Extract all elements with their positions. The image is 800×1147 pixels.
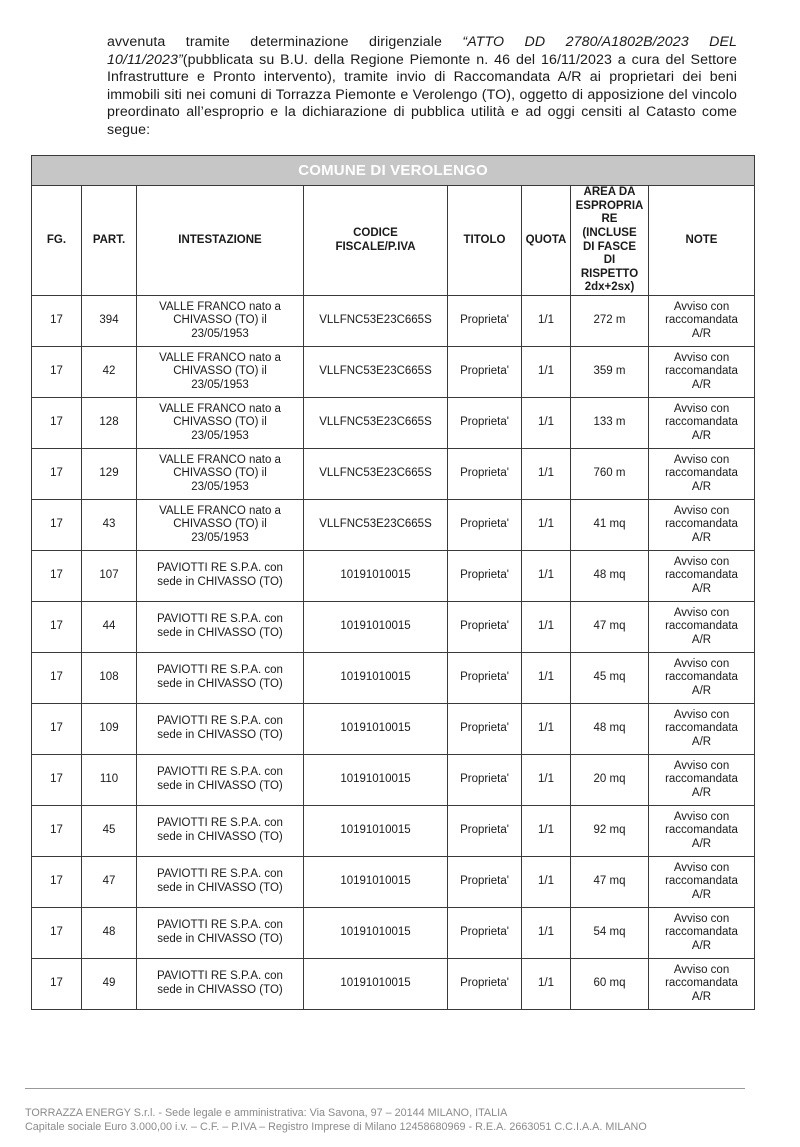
cell-area: 41 mq bbox=[571, 500, 649, 551]
table-row bbox=[32, 347, 755, 398]
cell-fg: 17 bbox=[32, 296, 82, 347]
cell-part: 110 bbox=[82, 755, 137, 806]
header-area-line: DI FASCE bbox=[582, 240, 637, 253]
cell-fg: 17 bbox=[32, 500, 82, 551]
intro-line6: come segue: bbox=[107, 104, 737, 138]
cell-text: VALLE FRANCO nato a bbox=[159, 453, 281, 466]
cell-fg: 17 bbox=[32, 806, 82, 857]
cell-area: 48 mq bbox=[571, 551, 649, 602]
cell-text: A/R bbox=[691, 480, 712, 493]
cell-text: A/R bbox=[691, 786, 712, 799]
cell-quota: 1/1 bbox=[522, 908, 571, 959]
cell-note bbox=[649, 449, 755, 500]
cell-intestazione bbox=[137, 449, 304, 500]
cell-codice: 10191010015 bbox=[304, 755, 448, 806]
company-footer bbox=[25, 1107, 765, 1134]
cell-text: PAVIOTTI RE S.P.A. con bbox=[157, 970, 283, 983]
cell-titolo: Proprieta' bbox=[448, 908, 522, 959]
table-row bbox=[32, 653, 755, 704]
cell-area: 133 m bbox=[571, 398, 649, 449]
table-row bbox=[32, 449, 755, 500]
cell-codice: 10191010015 bbox=[304, 908, 448, 959]
cell-codice: VLLFNC53E23C665S bbox=[304, 347, 448, 398]
cell-note bbox=[649, 908, 755, 959]
cell-fg: 17 bbox=[32, 602, 82, 653]
cell-note bbox=[649, 755, 755, 806]
cell-part: 48 bbox=[82, 908, 137, 959]
header-area-line: DI bbox=[603, 254, 616, 267]
cell-quota: 1/1 bbox=[522, 500, 571, 551]
intro-line2-rest: (pubblicata su B.U. della Regione Piemonte n. 46 del 16/11/2023 a cura del Settore bbox=[182, 51, 737, 68]
cell-area: 272 m bbox=[571, 296, 649, 347]
table-row bbox=[32, 755, 755, 806]
header-area-line: ESPROPRIA bbox=[575, 199, 644, 212]
cell-text: PAVIOTTI RE S.P.A. con bbox=[157, 817, 283, 830]
cell-text: Avviso con bbox=[673, 351, 730, 364]
cell-text: raccomandata bbox=[665, 926, 738, 939]
cell-area: 48 mq bbox=[571, 704, 649, 755]
cell-fg: 17 bbox=[32, 959, 82, 1010]
cell-text: A/R bbox=[691, 735, 712, 748]
cell-text: PAVIOTTI RE S.P.A. con bbox=[157, 715, 283, 728]
cell-text: Avviso con bbox=[673, 402, 730, 415]
cell-codice: VLLFNC53E23C665S bbox=[304, 449, 448, 500]
header-note: NOTE bbox=[649, 186, 755, 296]
cell-fg: 17 bbox=[32, 857, 82, 908]
cell-text: CHIVASSO (TO) il bbox=[173, 365, 267, 378]
cell-text: sede in CHIVASSO (TO) bbox=[157, 576, 283, 588]
cell-text: Avviso con bbox=[673, 759, 730, 772]
cell-codice: VLLFNC53E23C665S bbox=[304, 296, 448, 347]
cell-text: Avviso con bbox=[673, 963, 730, 976]
cell-text: 23/05/1953 bbox=[191, 480, 249, 493]
cell-area: 20 mq bbox=[571, 755, 649, 806]
cell-text: CHIVASSO (TO) il bbox=[173, 416, 267, 429]
cell-note bbox=[649, 551, 755, 602]
cell-text: sede in CHIVASSO (TO) bbox=[157, 678, 283, 690]
cell-quota: 1/1 bbox=[522, 602, 571, 653]
table-row bbox=[32, 857, 755, 908]
cell-fg: 17 bbox=[32, 908, 82, 959]
cell-text: 23/05/1953 bbox=[191, 531, 249, 544]
cell-codice: 10191010015 bbox=[304, 806, 448, 857]
cell-text: 23/05/1953 bbox=[191, 327, 249, 340]
header-quota: QUOTA bbox=[522, 186, 571, 296]
cell-codice: VLLFNC53E23C665S bbox=[304, 500, 448, 551]
header-intestazione: INTESTAZIONE bbox=[137, 186, 304, 296]
cell-area: 92 mq bbox=[571, 806, 649, 857]
cell-text: PAVIOTTI RE S.P.A. con bbox=[157, 613, 283, 626]
cell-titolo: Proprieta' bbox=[448, 500, 522, 551]
footer-line2: Capitale sociale Euro 3.000,00 i.v. – C.F. – P.IVA – Registro Imprese di Milano 12458680969 - R.E.A. 2663051 C.C.I.A.A. MILANO bbox=[25, 1120, 647, 1133]
act-reference-part2: 10/11/2023” bbox=[107, 51, 183, 68]
cell-fg: 17 bbox=[32, 449, 82, 500]
cell-text: sede in CHIVASSO (TO) bbox=[157, 882, 283, 894]
cell-text: Avviso con bbox=[673, 912, 730, 925]
intro-line4: immobili siti nei comuni di Torrazza Piemonte e Verolengo (TO), oggetto di apposizione del bbox=[107, 86, 688, 103]
cell-text: sede in CHIVASSO (TO) bbox=[157, 729, 283, 741]
cell-area: 359 m bbox=[571, 347, 649, 398]
cell-codice: 10191010015 bbox=[304, 704, 448, 755]
cell-text: sede in CHIVASSO (TO) bbox=[157, 627, 283, 639]
cell-codice: 10191010015 bbox=[304, 857, 448, 908]
cell-part: 129 bbox=[82, 449, 137, 500]
cell-text: A/R bbox=[691, 327, 712, 340]
header-area-line: RE bbox=[601, 213, 618, 226]
cell-note bbox=[649, 857, 755, 908]
cell-text: Avviso con bbox=[673, 708, 730, 721]
table-title: COMUNE DI VEROLENGO bbox=[32, 156, 755, 186]
cell-part: 43 bbox=[82, 500, 137, 551]
cell-area: 47 mq bbox=[571, 602, 649, 653]
cell-text: Avviso con bbox=[673, 810, 730, 823]
footer-divider bbox=[25, 1088, 745, 1089]
cell-text: raccomandata bbox=[665, 977, 738, 990]
cell-text: VALLE FRANCO nato a bbox=[159, 351, 281, 364]
cell-note bbox=[649, 296, 755, 347]
cell-quota: 1/1 bbox=[522, 296, 571, 347]
table-row bbox=[32, 602, 755, 653]
cell-fg: 17 bbox=[32, 653, 82, 704]
header-fg: FG. bbox=[32, 186, 82, 296]
cell-intestazione bbox=[137, 602, 304, 653]
cell-text: 23/05/1953 bbox=[191, 429, 249, 442]
cell-note bbox=[649, 806, 755, 857]
cell-text: raccomandata bbox=[665, 875, 738, 888]
table-row bbox=[32, 551, 755, 602]
cell-text: raccomandata bbox=[665, 467, 738, 480]
cell-fg: 17 bbox=[32, 704, 82, 755]
cell-text: raccomandata bbox=[665, 416, 738, 429]
cell-text: VALLE FRANCO nato a bbox=[159, 300, 281, 313]
cell-titolo: Proprieta' bbox=[448, 296, 522, 347]
cell-text: A/R bbox=[691, 888, 712, 901]
cell-fg: 17 bbox=[32, 755, 82, 806]
header-titolo: TITOLO bbox=[448, 186, 522, 296]
table-row bbox=[32, 959, 755, 1010]
table-row bbox=[32, 398, 755, 449]
cell-intestazione bbox=[137, 857, 304, 908]
cell-note bbox=[649, 347, 755, 398]
cell-titolo: Proprieta' bbox=[448, 704, 522, 755]
cell-text: PAVIOTTI RE S.P.A. con bbox=[157, 766, 283, 779]
cell-note bbox=[649, 602, 755, 653]
cell-text: A/R bbox=[691, 990, 712, 1003]
cell-part: 107 bbox=[82, 551, 137, 602]
cell-text: Avviso con bbox=[673, 555, 730, 568]
cell-fg: 17 bbox=[32, 398, 82, 449]
cell-part: 128 bbox=[82, 398, 137, 449]
cell-part: 108 bbox=[82, 653, 137, 704]
cell-intestazione bbox=[137, 755, 304, 806]
table-row bbox=[32, 296, 755, 347]
cell-text: PAVIOTTI RE S.P.A. con bbox=[157, 868, 283, 881]
cell-text: A/R bbox=[691, 378, 712, 391]
header-codice-line: FISCALE/P.IVA bbox=[335, 240, 416, 253]
cell-text: Avviso con bbox=[673, 861, 730, 874]
cell-text: CHIVASSO (TO) il bbox=[173, 518, 267, 531]
cell-quota: 1/1 bbox=[522, 398, 571, 449]
cell-text: Avviso con bbox=[673, 300, 730, 313]
cell-text: raccomandata bbox=[665, 620, 738, 633]
cell-text: A/R bbox=[691, 582, 712, 595]
cell-part: 47 bbox=[82, 857, 137, 908]
cell-intestazione bbox=[137, 908, 304, 959]
cell-area: 760 m bbox=[571, 449, 649, 500]
intro-paragraph bbox=[107, 34, 737, 140]
cell-area: 60 mq bbox=[571, 959, 649, 1010]
cell-text: raccomandata bbox=[665, 773, 738, 786]
header-codice-fiscale bbox=[304, 186, 448, 296]
cell-part: 44 bbox=[82, 602, 137, 653]
cell-intestazione bbox=[137, 296, 304, 347]
cell-text: raccomandata bbox=[665, 365, 738, 378]
cell-titolo: Proprieta' bbox=[448, 449, 522, 500]
cell-text: raccomandata bbox=[665, 518, 738, 531]
cell-text: A/R bbox=[691, 837, 712, 850]
cell-part: 394 bbox=[82, 296, 137, 347]
cell-intestazione bbox=[137, 653, 304, 704]
cell-text: Avviso con bbox=[673, 606, 730, 619]
cell-text: A/R bbox=[691, 684, 712, 697]
cell-text: Avviso con bbox=[673, 504, 730, 517]
table-row bbox=[32, 500, 755, 551]
cell-fg: 17 bbox=[32, 347, 82, 398]
cell-text: raccomandata bbox=[665, 722, 738, 735]
cell-area: 47 mq bbox=[571, 857, 649, 908]
cell-text: sede in CHIVASSO (TO) bbox=[157, 984, 283, 996]
header-area-line: RISPETTO bbox=[580, 267, 639, 280]
cell-text: raccomandata bbox=[665, 569, 738, 582]
cell-text: 23/05/1953 bbox=[191, 378, 249, 391]
cell-quota: 1/1 bbox=[522, 806, 571, 857]
cell-text: Avviso con bbox=[673, 657, 730, 670]
cell-note bbox=[649, 653, 755, 704]
table-row bbox=[32, 806, 755, 857]
cell-text: raccomandata bbox=[665, 314, 738, 327]
cell-titolo: Proprieta' bbox=[448, 398, 522, 449]
act-reference-part1: “ATTO DD 2780/A1802B/2023 DEL bbox=[462, 34, 737, 50]
header-area-line: 2dx+2sx) bbox=[584, 281, 635, 294]
cell-part: 42 bbox=[82, 347, 137, 398]
cell-part: 45 bbox=[82, 806, 137, 857]
cell-text: PAVIOTTI RE S.P.A. con bbox=[157, 562, 283, 575]
cell-quota: 1/1 bbox=[522, 449, 571, 500]
cell-part: 49 bbox=[82, 959, 137, 1010]
cell-text: sede in CHIVASSO (TO) bbox=[157, 933, 283, 945]
cell-codice: 10191010015 bbox=[304, 959, 448, 1010]
header-part: PART. bbox=[82, 186, 137, 296]
intro-line1-prefix: avvenuta tramite determinazione dirigenziale bbox=[107, 34, 463, 50]
intro-line5: vincolo preordinato all’esproprio e la dichiarazione di pubblica utilità e ad oggi censiti al Catasto bbox=[107, 86, 738, 121]
cell-intestazione bbox=[137, 500, 304, 551]
cell-intestazione bbox=[137, 704, 304, 755]
header-codice-line: CODICE bbox=[353, 226, 398, 239]
footer-line1: TORRAZZA ENERGY S.r.l. - Sede legale e amministrativa: Via Savona, 97 – 20144 MILANO, ITALIA bbox=[25, 1107, 508, 1119]
cell-text: raccomandata bbox=[665, 824, 738, 837]
cell-text: VALLE FRANCO nato a bbox=[159, 402, 281, 415]
cell-titolo: Proprieta' bbox=[448, 857, 522, 908]
cell-titolo: Proprieta' bbox=[448, 602, 522, 653]
table-row bbox=[32, 908, 755, 959]
cell-titolo: Proprieta' bbox=[448, 347, 522, 398]
cell-quota: 1/1 bbox=[522, 959, 571, 1010]
cell-part: 109 bbox=[82, 704, 137, 755]
cell-note bbox=[649, 959, 755, 1010]
cell-text: PAVIOTTI RE S.P.A. con bbox=[157, 664, 283, 677]
header-area-line: AREA DA bbox=[583, 186, 636, 199]
cell-note bbox=[649, 704, 755, 755]
cell-quota: 1/1 bbox=[522, 857, 571, 908]
cell-titolo: Proprieta' bbox=[448, 755, 522, 806]
cell-intestazione bbox=[137, 398, 304, 449]
cell-quota: 1/1 bbox=[522, 704, 571, 755]
cell-text: A/R bbox=[691, 633, 712, 646]
cadastral-table bbox=[31, 155, 755, 1010]
cell-text: VALLE FRANCO nato a bbox=[159, 504, 281, 517]
cell-area: 45 mq bbox=[571, 653, 649, 704]
cell-quota: 1/1 bbox=[522, 551, 571, 602]
cell-titolo: Proprieta' bbox=[448, 806, 522, 857]
cell-codice: 10191010015 bbox=[304, 551, 448, 602]
cell-text: raccomandata bbox=[665, 671, 738, 684]
cell-quota: 1/1 bbox=[522, 755, 571, 806]
table-row bbox=[32, 704, 755, 755]
cell-titolo: Proprieta' bbox=[448, 653, 522, 704]
cell-text: sede in CHIVASSO (TO) bbox=[157, 831, 283, 843]
cell-text: PAVIOTTI RE S.P.A. con bbox=[157, 919, 283, 932]
cell-titolo: Proprieta' bbox=[448, 551, 522, 602]
cell-text: A/R bbox=[691, 531, 712, 544]
cell-intestazione bbox=[137, 959, 304, 1010]
cell-note bbox=[649, 398, 755, 449]
cell-intestazione bbox=[137, 551, 304, 602]
cell-text: CHIVASSO (TO) il bbox=[173, 467, 267, 480]
cell-intestazione bbox=[137, 806, 304, 857]
cell-codice: 10191010015 bbox=[304, 602, 448, 653]
cell-codice: VLLFNC53E23C665S bbox=[304, 398, 448, 449]
cell-intestazione bbox=[137, 347, 304, 398]
intro-line3: Infrastrutture e Pronto intervento), tramite invio di Raccomandata A/R ai proprietari dei beni bbox=[107, 69, 737, 86]
cell-text: CHIVASSO (TO) il bbox=[173, 314, 267, 327]
cell-text: A/R bbox=[691, 429, 712, 442]
cell-fg: 17 bbox=[32, 551, 82, 602]
cell-note bbox=[649, 500, 755, 551]
cell-titolo: Proprieta' bbox=[448, 959, 522, 1010]
cell-quota: 1/1 bbox=[522, 347, 571, 398]
cell-area: 54 mq bbox=[571, 908, 649, 959]
cell-codice: 10191010015 bbox=[304, 653, 448, 704]
cell-quota: 1/1 bbox=[522, 653, 571, 704]
cell-text: sede in CHIVASSO (TO) bbox=[157, 780, 283, 792]
cell-text: Avviso con bbox=[673, 453, 730, 466]
header-area-line: (INCLUSE bbox=[582, 226, 637, 239]
cell-text: A/R bbox=[691, 939, 712, 952]
header-area bbox=[571, 186, 649, 296]
